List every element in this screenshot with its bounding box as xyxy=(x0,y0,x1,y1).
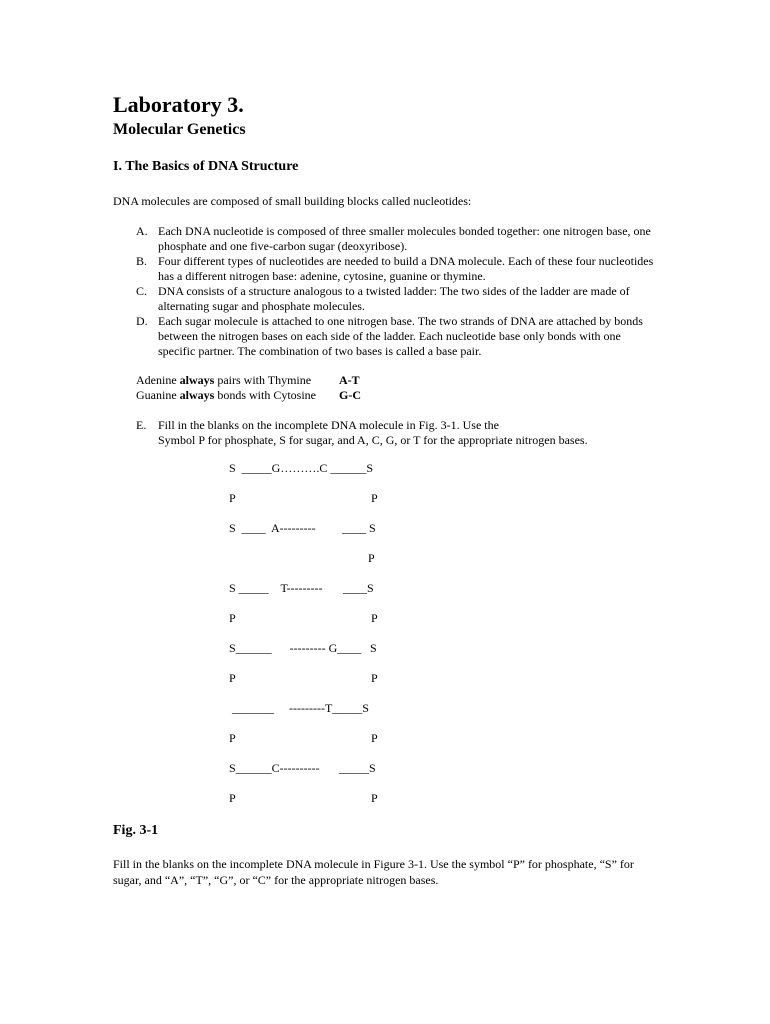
list-text: Four different types of nucleotides are needed to build a DNA molecule. Each of these four nucleotides has a different nitrogen base: adenine, cytosine, guanine or thymine. xyxy=(158,254,654,283)
list-item xyxy=(136,254,656,284)
ladder-left: S _____G……….C ______S xyxy=(229,461,374,475)
list-text: DNA consists of a structure analogous to a twisted ladder: The two sides of the ladder are made of alternating sugar and phosphate molecules. xyxy=(158,284,630,313)
page-title: Laboratory 3. xyxy=(113,92,244,117)
list-marker: D. xyxy=(136,314,148,328)
ladder-right: S xyxy=(370,641,377,655)
pair-code: G-C xyxy=(339,388,361,402)
ladder-left: _______ ---------T_____S xyxy=(229,701,369,715)
list-marker: A. xyxy=(136,224,148,238)
list-item xyxy=(136,224,656,254)
ladder-right: P xyxy=(371,491,378,505)
list-marker: E. xyxy=(136,418,147,432)
list-marker: B. xyxy=(136,254,148,268)
base-pair-rules xyxy=(136,373,361,403)
ladder-left: S______ --------- G____ xyxy=(229,641,362,655)
ladder-right: P xyxy=(371,671,378,685)
pair-code: A-T xyxy=(339,373,360,387)
ladder-right: P xyxy=(371,611,378,625)
ladder-right: P xyxy=(368,551,375,565)
section-heading: I. The Basics of DNA Structure xyxy=(113,159,299,174)
exercise-item xyxy=(136,418,656,448)
ladder-left: P xyxy=(229,491,236,505)
figure-instruction: Fill in the blanks on the incomplete DNA molecule in Figure 3-1. Use the symbol “P” for phosphate, “S” for sugar, and “A”, “T”, “G”, or “C” for the appropriate nitrogen bases. xyxy=(113,857,634,887)
ladder-right: ____S xyxy=(343,581,374,595)
base-pair-rule: Guanine always bonds with Cytosine G-C xyxy=(136,388,361,402)
base-pair-rule: Adenine always pairs with Thymine A-T xyxy=(136,373,360,387)
list-text: Each DNA nucleotide is composed of three smaller molecules bonded together: one nitrogen base, one phosphate and one five-carbon sugar (deoxyribose). xyxy=(158,224,651,253)
exercise-line: Symbol P for phosphate, S for sugar, and A, C, G, or T for the appropriate nitrogen bases. xyxy=(158,433,588,447)
ladder-left: S _____ T--------- xyxy=(229,581,323,595)
list-item xyxy=(136,284,656,314)
ladder-left: P xyxy=(229,731,236,745)
ladder-right: _____S xyxy=(339,761,376,775)
exercise-line: Fill in the blanks on the incomplete DNA molecule in Fig. 3-1. Use the xyxy=(158,418,499,432)
ladder-right: ____ S xyxy=(342,521,376,535)
nucleotide-facts-list xyxy=(136,224,656,359)
figure-caption: Fig. 3-1 xyxy=(113,823,159,838)
intro-text: DNA molecules are composed of small building blocks called nucleotides: xyxy=(113,194,472,208)
ladder-right: P xyxy=(371,791,378,805)
list-item xyxy=(136,314,656,359)
list-marker: C. xyxy=(136,284,148,298)
ladder-left: S ____ A--------- xyxy=(229,521,316,535)
ladder-left: P xyxy=(229,611,236,625)
list-text: Each sugar molecule is attached to one nitrogen base. The two strands of DNA are attached by bonds between the nitrogen bases on each side of the ladder. Each nucleotide base only bonds with one specific partner. The combination of two bases is called a base pair. xyxy=(158,314,643,358)
ladder-left: S______C---------- xyxy=(229,761,320,775)
ladder-left: P xyxy=(229,671,236,685)
ladder-right: P xyxy=(371,731,378,745)
ladder-left: P xyxy=(229,791,236,805)
page-subtitle: Molecular Genetics xyxy=(113,121,246,138)
